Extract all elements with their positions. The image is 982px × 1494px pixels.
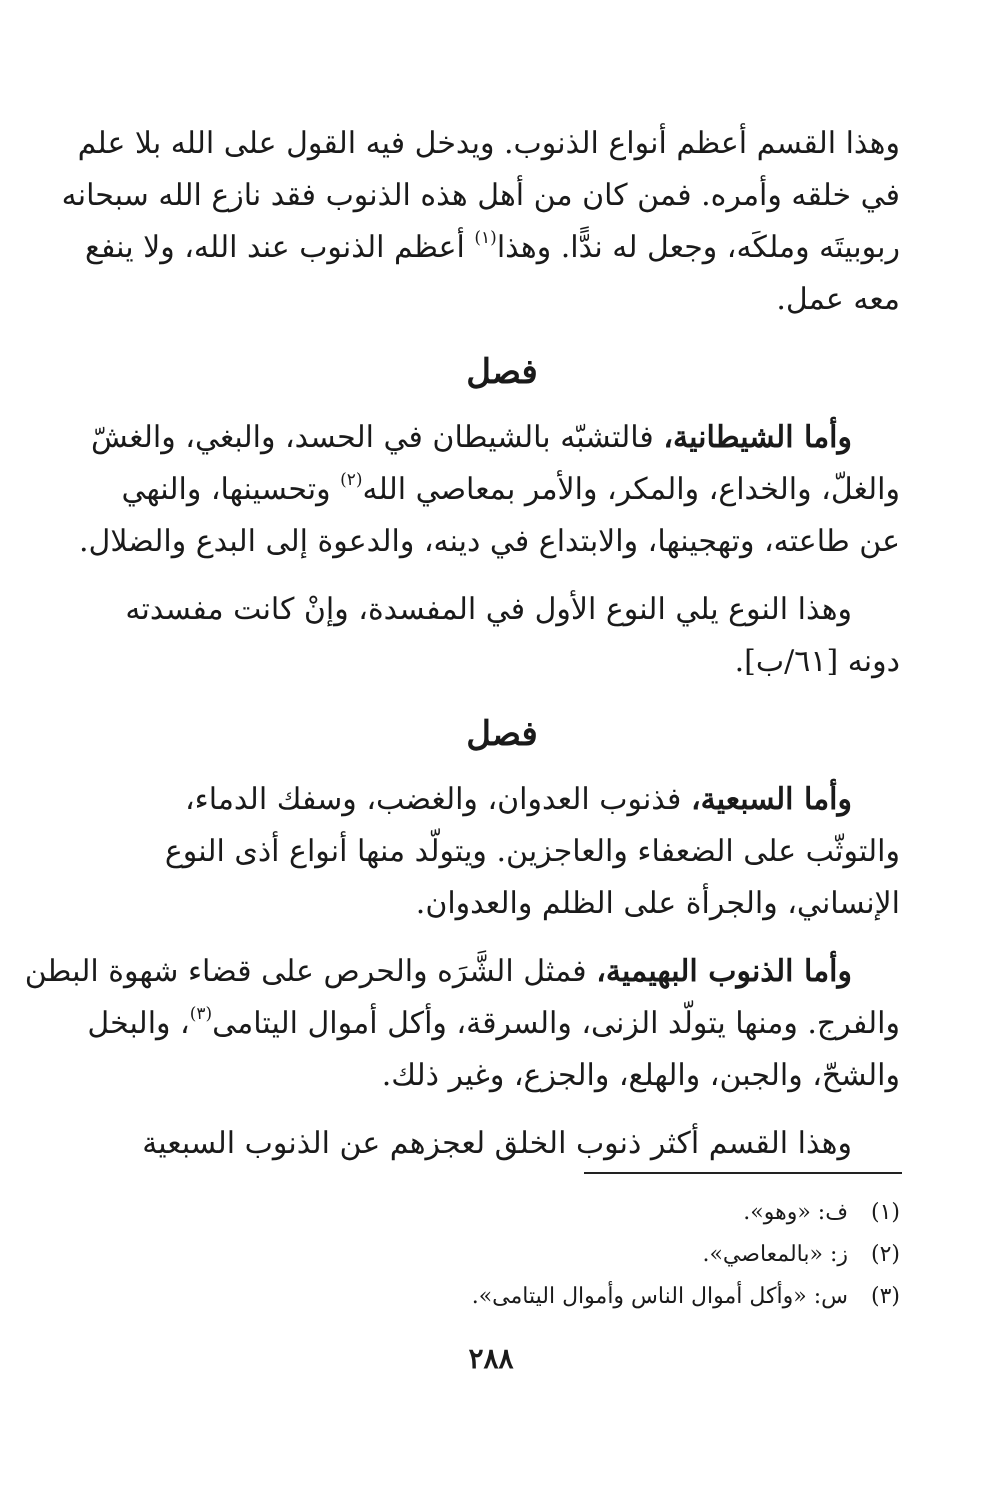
paragraph-3 — [104, 584, 900, 688]
footnote-number: (٢) — [870, 1242, 900, 1267]
footnote-number: (٣) — [870, 1284, 900, 1309]
footnote-item — [300, 1192, 900, 1234]
paragraph-4 — [104, 774, 900, 930]
footnote-ref-2[interactable]: (٢) — [340, 470, 363, 490]
footnote-text: ف: «وهو». — [743, 1200, 848, 1225]
bold-lead-term: وأما الذنوب البهيمية، — [596, 954, 852, 989]
line-text: فمثل الشَّرَه والحرص على قضاء شهوة البطن — [24, 954, 597, 989]
text-line — [104, 464, 900, 516]
text-line: وهذا النوع يلي النوع الأول في المفسدة، وإنْ كانت مفسدته — [125, 592, 852, 627]
footnote-ref-3[interactable]: (٣) — [189, 1004, 213, 1024]
page-number: ٢٨٨ — [468, 1342, 514, 1375]
bold-lead-term: وأما السبعية، — [690, 782, 852, 817]
footnote-text: س: «وأكل أموال الناس وأموال اليتامى». — [471, 1284, 848, 1309]
text-line — [24, 946, 900, 998]
paragraph-6 — [104, 1118, 900, 1170]
section-heading: فصل — [466, 714, 538, 754]
footnote-divider — [584, 1172, 902, 1174]
footnotes — [300, 1192, 900, 1318]
paragraph-2 — [79, 412, 900, 568]
text-line: عن طاعته، وتهجينها، والابتداع في دينه، والدعوة إلى البدع والضلال. — [79, 524, 900, 559]
text-line: معه عمل. — [776, 282, 900, 317]
line-text: والفرج. ومنها يتولّد الزنى، والسرقة، وأكل أموال اليتامى — [212, 1006, 900, 1041]
text-line — [87, 998, 900, 1050]
line-text: فالتشبّه بالشيطان في الحسد، والبغي، والغشّ — [91, 420, 664, 455]
paragraph-1 — [61, 118, 900, 326]
line-text: ، والبخل — [87, 1006, 190, 1041]
text-line — [91, 412, 900, 464]
section-heading: فصل — [466, 352, 538, 392]
footnote-item — [300, 1276, 900, 1318]
line-text: والغلّ، والخداع، والمكر، والأمر بمعاصي الله — [362, 472, 900, 507]
text-line: وهذا القسم أعظم أنواع الذنوب. ويدخل فيه القول على الله بلا علم — [77, 126, 900, 161]
line-text: وتحسينها، والنهي — [121, 472, 341, 507]
text-line: وهذا القسم أكثر ذنوب الخلق لعجزهم عن الذنوب السبعية — [142, 1126, 852, 1161]
text-line — [85, 222, 900, 274]
text-line: الإنساني، والجرأة على الظلم والعدوان. — [415, 886, 900, 921]
main-text — [24, 118, 900, 1186]
bold-lead-term: وأما الشيطانية، — [663, 420, 852, 455]
text-line: في خلقه وأمره. فمن كان من أهل هذه الذنوب فقد نازع الله سبحانه — [61, 178, 900, 213]
line-text: أعظم الذنوب عند الله، ولا ينفع — [85, 230, 475, 265]
line-text: فذنوب العدوان، والغضب، وسفك الدماء، — [184, 782, 691, 817]
footnote-item — [300, 1234, 900, 1276]
footnote-ref-1[interactable]: (١) — [474, 228, 497, 248]
text-line: دونه [٦١/ب]. — [734, 644, 900, 679]
text-line: والشحّ، والجبن، والهلع، والجزع، وغير ذلك. — [381, 1058, 900, 1093]
footnote-text: ز: «بالمعاصي». — [702, 1242, 848, 1267]
text-line — [104, 774, 900, 826]
text-line: والتوثّب على الضعفاء والعاجزين. ويتولّد منها أنواع أذى النوع — [164, 834, 900, 869]
line-text: ربوبيتَه وملكَه، وجعل له ندًّا. وهذا — [496, 230, 900, 265]
footnote-number: (١) — [870, 1200, 900, 1225]
paragraph-5 — [24, 946, 900, 1102]
